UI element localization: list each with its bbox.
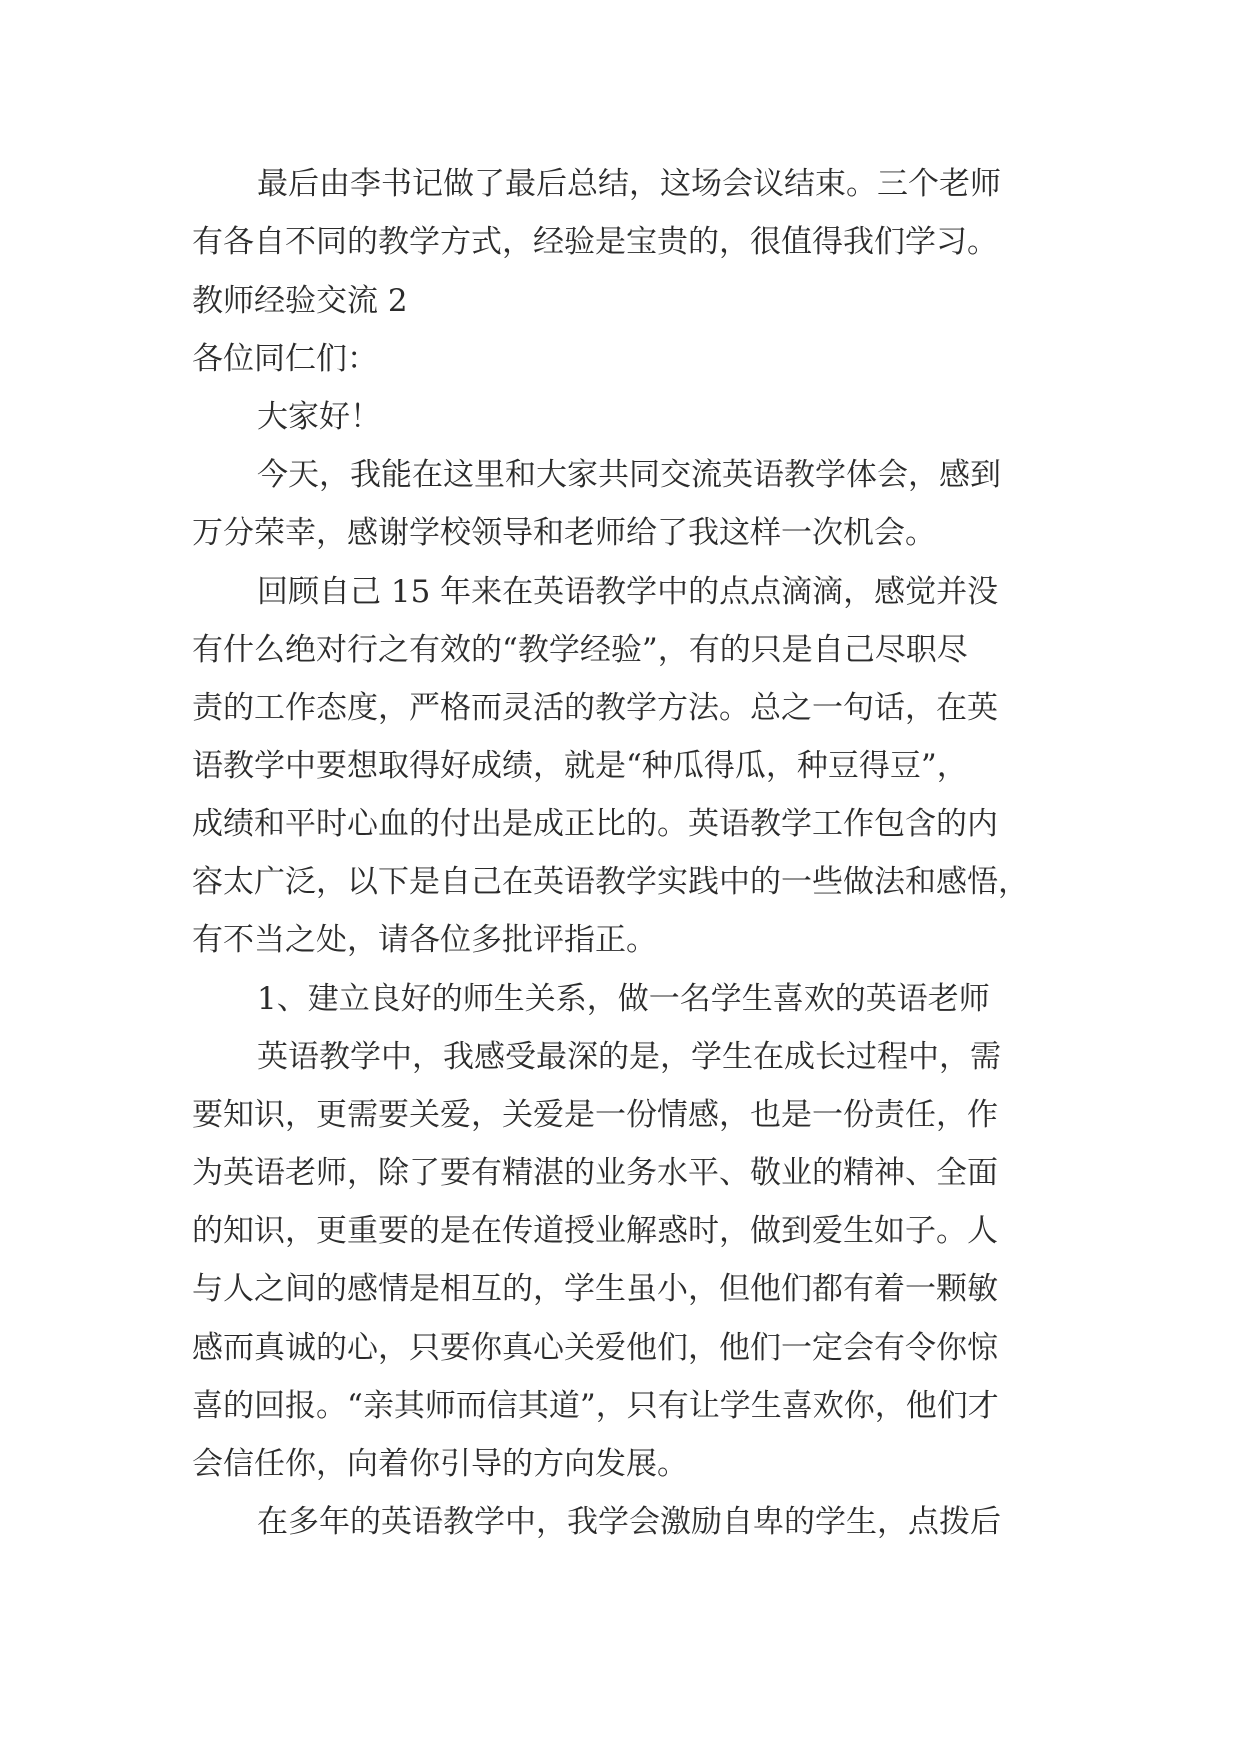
text-line: 喜的回报。“亲其师而信其道”，只有让学生喜欢你，他们才 — [192, 1388, 999, 1424]
text-line: 最后由李书记做了最后总结，这场会议结束。三个老师 — [257, 166, 1001, 202]
text-line: 万分荣幸，感谢学校领导和老师给了我这样一次机会。 — [192, 515, 936, 551]
text-line: 语教学中要想取得好成绩，就是“种瓜得瓜，种豆得豆”， — [192, 748, 968, 784]
text-line: 的知识，更重要的是在传道授业解惑时，做到爱生如子。人 — [192, 1213, 998, 1249]
text-line: 有什么绝对行之有效的“教学经验”，有的只是自己尽职尽 — [192, 632, 968, 668]
subheading: 1、建立良好的师生关系，做一名学生喜欢的英语老师 — [257, 981, 990, 1017]
text-line: 在多年的英语教学中，我学会激励自卑的学生，点拨后 — [257, 1504, 1001, 1540]
text-line: 要知识，更需要关爱，关爱是一份情感，也是一份责任，作 — [192, 1097, 998, 1133]
text-line: 会信任你，向着你引导的方向发展。 — [192, 1446, 688, 1482]
text-line: 有不当之处，请各位多批评指正。 — [192, 922, 657, 958]
text-line: 成绩和平时心血的付出是成正比的。英语教学工作包含的内 — [192, 806, 998, 842]
section-heading: 教师经验交流 2 — [192, 283, 408, 319]
text-line: 感而真诚的心，只要你真心关爱他们，他们一定会有令你惊 — [192, 1330, 998, 1366]
text-line: 责的工作态度，严格而灵活的教学方法。总之一句话，在英 — [192, 690, 998, 726]
salutation: 各位同仁们： — [192, 341, 378, 377]
greeting: 大家好！ — [257, 399, 381, 435]
text-line: 今天，我能在这里和大家共同交流英语教学体会，感到 — [257, 457, 1001, 493]
text-line: 为英语老师，除了要有精湛的业务水平、敬业的精神、全面 — [192, 1155, 998, 1191]
text-line: 回顾自己 15 年来在英语教学中的点点滴滴，感觉并没 — [257, 574, 999, 610]
text-line: 有各自不同的教学方式，经验是宝贵的，很值得我们学习。 — [192, 224, 998, 260]
text-line: 英语教学中，我感受最深的是，学生在成长过程中，需 — [257, 1039, 1001, 1075]
text-line: 容太广泛，以下是自己在英语教学实践中的一些做法和感悟， — [192, 864, 1029, 900]
text-line: 与人之间的感情是相互的，学生虽小，但他们都有着一颗敏 — [192, 1271, 998, 1307]
